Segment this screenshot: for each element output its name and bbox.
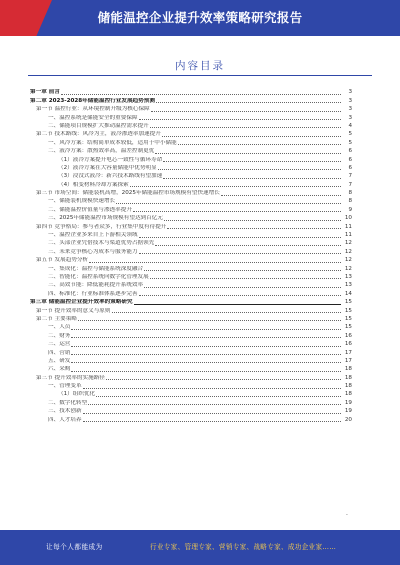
toc-entry[interactable]: [30, 197, 352, 205]
toc-entry[interactable]: [30, 96, 352, 104]
toc-heading: 内容目录: [175, 60, 225, 72]
toc-leader-dots: [139, 253, 341, 254]
toc-leader-dots: [155, 153, 341, 154]
footer-tagline: 行业专家、管理专家、营销专家、战略专家、成功企业家……: [150, 543, 337, 551]
toc-entry-page: 13: [344, 282, 352, 289]
toc-entry-label: 三、2025年储能温控市场规模有望达到百亿元: [48, 215, 163, 222]
toc-entry-page: 11: [344, 223, 352, 230]
toc-entry-label: 四、人才培养: [48, 416, 82, 423]
toc-entry[interactable]: [30, 105, 352, 113]
toc-entry-page: 10: [344, 215, 352, 222]
toc-entry[interactable]: [30, 331, 352, 339]
toc-entry-label: 第二章 2023-2028年储能温控行业发展趋势预测: [30, 97, 155, 104]
toc-entry-label: 一、温控系统是储能安全的重要保障: [48, 114, 138, 121]
toc-entry[interactable]: [30, 348, 352, 356]
footer-slogan: 让每个人都能成为: [46, 543, 103, 551]
toc-leader-dots: [134, 304, 341, 305]
toc-entry-label: 六、采购: [48, 366, 71, 373]
toc-entry-page: 12: [344, 248, 352, 255]
toc-leader-dots: [158, 169, 341, 170]
toc-entry-page: 9: [348, 206, 352, 213]
toc-entry[interactable]: [30, 205, 352, 213]
toc-entry-page: 15: [344, 307, 352, 314]
toc-leader-dots: [83, 388, 341, 389]
toc-entry-page: 18: [344, 383, 352, 390]
toc-entry[interactable]: [30, 281, 352, 289]
toc-leader-dots: [133, 211, 341, 212]
toc-entry-page: 12: [344, 257, 352, 264]
toc-leader-dots: [71, 362, 341, 363]
toc-entry-page: 17: [344, 349, 352, 356]
toc-leader-dots: [71, 329, 341, 330]
toc-entry-page: 19: [344, 399, 352, 406]
toc-leader-dots: [221, 195, 341, 196]
toc-entry[interactable]: [30, 407, 352, 415]
toc-entry[interactable]: [30, 138, 352, 146]
toc-entry-page: 3: [348, 114, 352, 121]
toc-entry-label: 第一章 前言: [30, 89, 60, 96]
toc-entry-page: 3: [348, 97, 352, 104]
toc-entry[interactable]: [30, 398, 352, 406]
toc-entry-page: 3: [348, 89, 352, 96]
toc-entry[interactable]: [30, 357, 352, 365]
toc-leader-dots: [139, 295, 341, 296]
toc-entry-page: 16: [344, 332, 352, 339]
toc-entry-page: 6: [348, 156, 352, 163]
toc-leader-dots: [156, 102, 341, 103]
toc-entry-label: （4）相变材料冷却方案探索: [58, 181, 129, 188]
toc-entry[interactable]: [30, 340, 352, 348]
toc-entry-label: 二、液冷方案：散热效率高，温差控制更优: [48, 148, 155, 155]
toc-leader-dots: [130, 186, 341, 187]
toc-entry-label: 第三节 提升效率的实施路径: [36, 374, 105, 381]
toc-entry-page: 6: [348, 164, 352, 171]
toc-entry-label: 第一节 温控行业：从环境控制升级为核心保障: [36, 106, 150, 113]
toc-leader-dots: [178, 144, 341, 145]
toc-entry[interactable]: [30, 88, 352, 96]
toc-entry-page: 13: [344, 273, 352, 280]
toc-leader-dots: [89, 262, 341, 263]
toc-entry-label: 四、标准化：行业标准体系逐步完善: [48, 290, 138, 297]
toc-leader-dots: [83, 421, 341, 422]
toc-entry-page: 18: [344, 391, 352, 398]
toc-entry[interactable]: [30, 315, 352, 323]
table-of-contents: [30, 88, 352, 424]
toc-entry-page: 8: [348, 190, 352, 197]
toc-leader-dots: [61, 94, 341, 95]
toc-entry-page: 7: [348, 181, 352, 188]
toc-entry[interactable]: [30, 239, 352, 247]
toc-leader-dots: [163, 161, 341, 162]
toc-entry-label: 第三节 市场空间：储能装机高增，2025年储能温控市场规模有望快速增长: [36, 190, 220, 197]
toc-leader-dots: [150, 127, 341, 128]
toc-entry[interactable]: [30, 164, 352, 172]
toc-leader-dots: [88, 404, 341, 405]
report-header: [0, 0, 400, 36]
toc-entry[interactable]: [30, 247, 352, 255]
toc-leader-dots: [139, 237, 341, 238]
toc-entry[interactable]: [30, 323, 352, 331]
toc-entry[interactable]: [30, 147, 352, 155]
toc-entry-label: 一、储能装机规模快速增长: [48, 198, 116, 205]
toc-entry-page: 3: [348, 106, 352, 113]
toc-entry-label: 二、储能项目规模扩大推动温控需求提升: [48, 122, 149, 129]
toc-entry-label: 第四节 竞争格局：参与者众多，行业集中度有待提升: [36, 223, 167, 230]
toc-leader-dots: [116, 203, 341, 204]
toc-entry-page: 15: [344, 315, 352, 322]
toc-entry-label: 一、管理变革: [48, 383, 82, 390]
toc-entry-page: 20: [344, 416, 352, 423]
toc-entry[interactable]: [30, 365, 352, 373]
toc-entry[interactable]: [30, 390, 352, 398]
toc-entry-page: 14: [344, 290, 352, 297]
toc-leader-dots: [167, 228, 341, 229]
toc-entry-page: 19: [344, 408, 352, 415]
toc-leader-dots: [71, 371, 341, 372]
toc-leader-dots: [96, 396, 341, 397]
toc-entry[interactable]: [30, 306, 352, 314]
toc-entry-label: 第五节 发展趋势分析: [36, 257, 89, 264]
toc-entry-label: 第三章 储能温控企业提升效率的策略研究: [30, 299, 133, 306]
toc-entry-label: 四、营销: [48, 349, 71, 356]
toc-entry-page: 15: [344, 299, 352, 306]
toc-entry[interactable]: [30, 130, 352, 138]
toc-leader-dots: [112, 312, 342, 313]
toc-leader-dots: [144, 270, 341, 271]
toc-leader-dots: [106, 379, 341, 380]
toc-entry-label: 三、未来竞争核心为成本与服务能力: [48, 248, 138, 255]
toc-entry-page: 6: [348, 148, 352, 155]
toc-entry-label: 一、风冷方案：结构简单成本较低，适用于中小储能: [48, 139, 177, 146]
toc-entry-page: 5: [348, 139, 352, 146]
toc-entry-page: 17: [344, 357, 352, 364]
toc-entry-page: 12: [344, 240, 352, 247]
toc-entry[interactable]: [30, 180, 352, 188]
toc-entry[interactable]: [30, 382, 352, 390]
toc-entry-label: 二、财务: [48, 332, 71, 339]
toc-heading-rule: [28, 75, 372, 76]
toc-entry[interactable]: [30, 155, 352, 163]
toc-entry[interactable]: [30, 122, 352, 130]
toc-entry-label: 二、智能化：温控系统向数字化管理发展: [48, 273, 149, 280]
toc-entry-page: 5: [348, 131, 352, 138]
toc-entry[interactable]: [30, 373, 352, 381]
toc-entry-page: 8: [348, 198, 352, 205]
toc-entry-page: 15: [344, 324, 352, 331]
toc-entry-label: 五、研发: [48, 357, 71, 364]
toc-entry-label: （3）浸没式液冷：新兴技术路线有望加速: [58, 173, 163, 180]
toc-entry-label: 二、头部企业凭借技术与渠道优势占据领先: [48, 240, 155, 247]
toc-entry[interactable]: [30, 273, 352, 281]
toc-leader-dots: [144, 287, 341, 288]
toc-entry[interactable]: [30, 214, 352, 222]
toc-entry-label: 一、集成化：温控与储能系统深度融合: [48, 265, 144, 272]
toc-entry-label: 一、人员: [48, 324, 71, 331]
toc-leader-dots: [71, 354, 341, 355]
footer-banner: [0, 530, 400, 565]
toc-leader-dots: [163, 178, 341, 179]
toc-entry[interactable]: [30, 298, 352, 306]
toc-leader-dots: [139, 119, 341, 120]
toc-entry[interactable]: [30, 256, 352, 264]
toc-leader-dots: [78, 320, 341, 321]
toc-entry[interactable]: [30, 415, 352, 423]
toc-entry[interactable]: [30, 189, 352, 197]
toc-entry-page: 18: [344, 366, 352, 373]
toc-leader-dots: [151, 111, 341, 112]
toc-entry-label: （1）组织优化: [58, 391, 96, 398]
toc-entry-label: 二、数字化转型: [48, 399, 88, 406]
toc-entry-label: 三、运营: [48, 341, 71, 348]
toc-leader-dots: [71, 346, 341, 347]
toc-leader-dots: [83, 413, 341, 414]
toc-leader-dots: [150, 278, 341, 279]
toc-entry-page: 7: [348, 173, 352, 180]
toc-entry[interactable]: [30, 231, 352, 239]
toc-entry-page: 12: [344, 265, 352, 272]
toc-entry-label: 第一节 提升效率的意义与原则: [36, 307, 111, 314]
report-title: 储能温控企业提升效率策略研究报告: [97, 10, 303, 25]
toc-entry-page: 18: [344, 374, 352, 381]
toc-entry-label: 三、高效节能：降低能耗提升系统效率: [48, 282, 144, 289]
toc-entry-label: （1）液冷方案提升电芯一致性与循环寿命: [58, 156, 163, 163]
toc-entry[interactable]: [30, 264, 352, 272]
toc-entry-page: 4: [348, 122, 352, 129]
toc-entry-label: （2）液冷方案在大容量储能中优势明显: [58, 164, 157, 171]
toc-entry-label: 第二节 主要策略: [36, 315, 77, 322]
toc-entry-page: 11: [344, 232, 352, 239]
toc-entry-page: 16: [344, 341, 352, 348]
toc-leader-dots: [162, 136, 341, 137]
toc-entry-label: 一、温控企业多来自上下游相关领域: [48, 232, 138, 239]
toc-leader-dots: [71, 337, 341, 338]
toc-entry[interactable]: [30, 113, 352, 121]
toc-leader-dots: [155, 245, 341, 246]
toc-entry-label: 二、储能温控价值量与渗透率提升: [48, 206, 132, 213]
toc-entry[interactable]: [30, 289, 352, 297]
page-marker: -: [346, 512, 348, 518]
toc-entry-label: 三、技术创新: [48, 408, 82, 415]
toc-entry[interactable]: [30, 172, 352, 180]
toc-entry-label: 第二节 技术路线：风冷为主，液冷渗透率加速提升: [36, 131, 161, 138]
toc-entry[interactable]: [30, 222, 352, 230]
toc-leader-dots: [164, 220, 341, 221]
